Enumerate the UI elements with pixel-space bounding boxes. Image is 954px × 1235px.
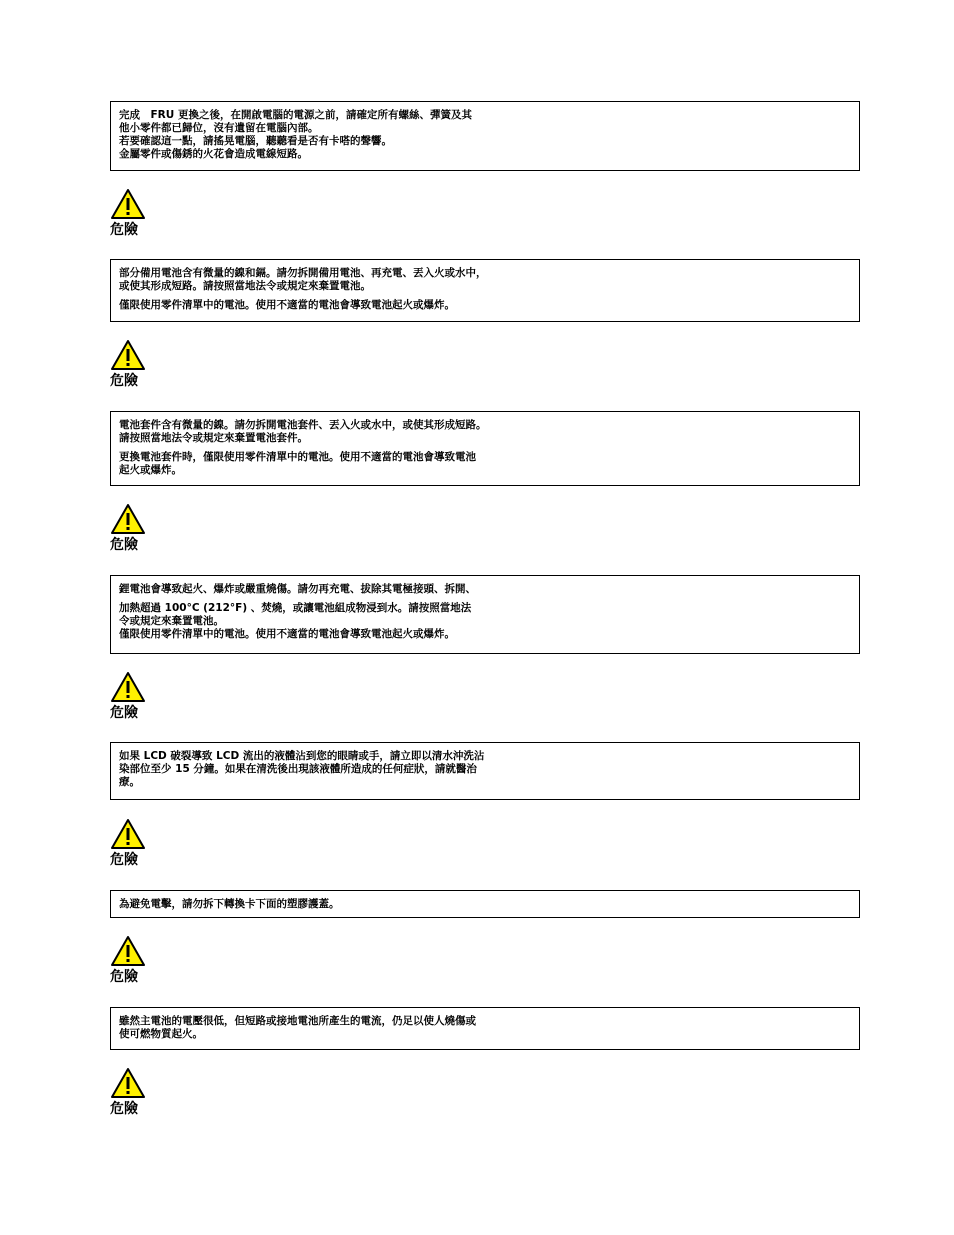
notice-line: 使可燃物質起火。 xyxy=(119,1028,203,1040)
danger-warning xyxy=(110,935,170,985)
notice-box xyxy=(110,742,860,800)
notice-box xyxy=(110,890,860,918)
warning-triangle-icon xyxy=(110,339,146,371)
danger-warning xyxy=(110,671,170,721)
danger-warning xyxy=(110,339,170,389)
warning-triangle-icon xyxy=(110,935,146,967)
notice-line: 若要確認這一點，請搖晃電腦，聽聽看是否有卡嗒的聲響。 xyxy=(119,135,392,147)
notice-line: 他小零件都已歸位，沒有遺留在電腦內部。 xyxy=(119,122,319,134)
notice-line: 起火或爆炸。 xyxy=(119,464,182,476)
danger-label: 危險 xyxy=(110,852,138,868)
notice-line: 加熱超過 100°C (212°F) 、焚燒，或讓電池組成物浸到水。請按照當地法 xyxy=(119,602,472,614)
notice-line: 療。 xyxy=(119,776,140,788)
notice-line: 染部位至少 15 分鐘。如果在清洗後出現該液體所造成的任何症狀，請就醫治 xyxy=(119,763,477,775)
warning-triangle-icon xyxy=(110,671,146,703)
danger-label: 危險 xyxy=(110,373,138,389)
danger-warning xyxy=(110,818,170,868)
notice-box xyxy=(110,575,860,654)
danger-label: 危險 xyxy=(110,705,138,721)
warning-triangle-icon xyxy=(110,503,146,535)
notice-line: 金屬零件或傷銹的火花會造成電線短路。 xyxy=(119,148,308,160)
danger-label: 危險 xyxy=(110,222,138,238)
notice-line: 更換電池套件時，僅限使用零件清單中的電池。使用不適當的電池會導致電池 xyxy=(119,451,476,463)
notice-box xyxy=(110,411,860,486)
notice-line: 完成 FRU 更換之後，在開啟電腦的電源之前，請確定所有螺絲、彈簧及其 xyxy=(119,109,472,121)
notice-box xyxy=(110,101,860,171)
danger-warning xyxy=(110,1067,170,1117)
warning-triangle-icon xyxy=(110,188,146,220)
danger-label: 危險 xyxy=(110,537,138,553)
notice-line: 如果 LCD 破裂導致 LCD 流出的液體沾到您的眼睛或手，請立即以清水沖洗沾 xyxy=(119,750,485,762)
notice-box xyxy=(110,259,860,322)
notice-box xyxy=(110,1007,860,1050)
notice-line: 僅限使用零件清單中的電池。使用不適當的電池會導致電池起火或爆炸。 xyxy=(119,299,455,311)
notice-line: 雖然主電池的電壓很低，但短路或接地電池所產生的電流，仍足以使人燒傷或 xyxy=(119,1015,476,1027)
notice-line: 電池套件含有微量的鎳。請勿拆開電池套件、丟入火或水中，或使其形成短路。 xyxy=(119,419,487,431)
danger-warning xyxy=(110,503,170,553)
notice-line: 鋰電池會導致起火、爆炸或嚴重燒傷。請勿再充電、拔除其電極接頭、拆開、 xyxy=(119,583,476,595)
danger-label: 危險 xyxy=(110,1101,138,1117)
notice-line: 請按照當地法令或規定來棄置電池套件。 xyxy=(119,432,308,444)
notice-line: 令或規定來棄置電池。 xyxy=(119,615,224,627)
warning-triangle-icon xyxy=(110,818,146,850)
notice-line: 僅限使用零件清單中的電池。使用不適當的電池會導致電池起火或爆炸。 xyxy=(119,628,455,640)
warning-triangle-icon xyxy=(110,1067,146,1099)
danger-warning xyxy=(110,188,170,238)
danger-label: 危險 xyxy=(110,969,138,985)
notice-line: 部分備用電池含有微量的鎳和鎘。請勿拆開備用電池、再充電、丟入火或水中， xyxy=(119,267,487,279)
notice-line: 或使其形成短路。請按照當地法令或規定來棄置電池。 xyxy=(119,280,371,292)
notice-line: 為避免電擊，請勿拆下轉換卡下面的塑膠護蓋。 xyxy=(119,898,340,910)
